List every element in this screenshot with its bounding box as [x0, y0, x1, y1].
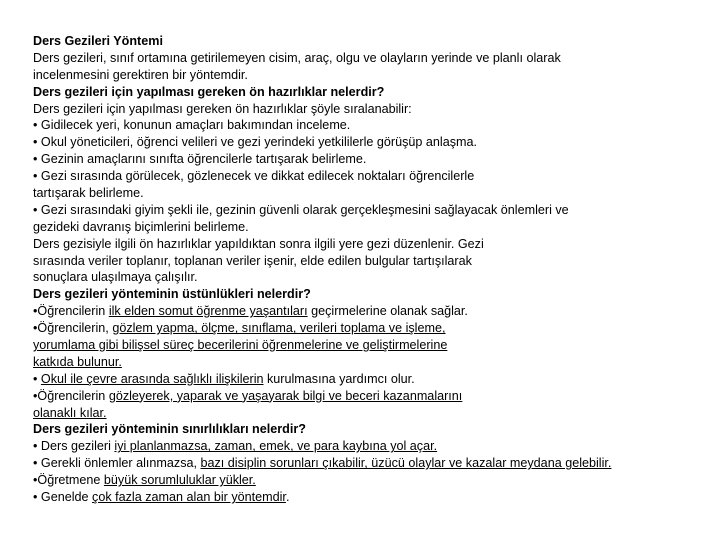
- limitation-item: [33, 472, 693, 489]
- advantages-heading: Ders gezileri yönteminin üstünlükleri nelerdir?: [33, 287, 311, 302]
- limitation-text: • Genelde: [33, 490, 93, 505]
- advantage-text: geçirmelerine olanak sağlar.: [307, 304, 468, 319]
- advantage-item: [33, 303, 693, 320]
- advantage-item: [33, 320, 693, 337]
- limitation-item: [33, 438, 693, 455]
- limitation-underlined: çok fazla zaman alan bir yöntemdir: [92, 490, 286, 505]
- prep-line: sırasında veriler toplanır, toplanan veriler işenir, elde edilen bulgular tartışılarak: [33, 253, 472, 268]
- advantage-item: [33, 371, 693, 388]
- limitation-text: • Gerekli önlemler alınmazsa,: [33, 456, 201, 471]
- intro-line: incelenmesini gerektiren bir yöntemdir.: [33, 67, 248, 82]
- limitations-heading: Ders gezileri yönteminin sınırlılıkları nelerdir?: [33, 422, 306, 437]
- prep-line: gezideki davranış biçimlerini belirleme.: [33, 219, 249, 234]
- limitation-text: .: [285, 490, 290, 505]
- advantage-text: •Öğrencilerin: [33, 388, 109, 403]
- advantage-underlined: olanaklı kılar.: [33, 405, 107, 420]
- limitation-item: [33, 455, 693, 472]
- limitation-underlined: iyi planlanmazsa, zaman, emek, ve para kaybına yol açar.: [114, 439, 438, 454]
- prep-line: • Gidilecek yeri, konunun amaçları bakımından inceleme.: [33, 118, 351, 133]
- advantage-underlined: gözlem yapma, ölçme, sınıflama, verileri toplama ve işleme,: [112, 321, 446, 336]
- advantage-item: [33, 337, 693, 354]
- advantage-underlined: katkıda bulunur.: [33, 354, 122, 369]
- advantage-underlined: yorumlama gibi bilişsel süreç becerilerini öğrenmelerine ve geliştirmelerine: [33, 338, 448, 353]
- intro-line: Ders gezileri, sınıf ortamına getirilemeyen cisim, araç, olgu ve olayların yerinde ve planlı olarak: [33, 50, 561, 65]
- prep-line: • Okul yöneticileri, öğrenci velileri ve gezi yerindeki yetkililerle görüşüp anlaşma.: [33, 135, 477, 150]
- prep-line: sonuçlara ulaşılmaya çalışılır.: [33, 270, 198, 285]
- limitation-underlined: bazı disiplin sorunları çıkabilir, üzücü olaylar ve kazalar meydana gelebilir.: [200, 456, 612, 471]
- advantage-item: [33, 388, 693, 405]
- advantage-item: [33, 405, 693, 422]
- advantage-underlined: gözleyerek, yaparak ve yaşayarak bilgi ve beceri kazanmalarını: [108, 388, 463, 403]
- advantage-underlined: ilk elden somut öğrenme yaşantıları: [108, 304, 308, 319]
- prep-heading: Ders gezileri için yapılması gereken ön hazırlıklar nelerdir?: [33, 84, 385, 99]
- prep-line: • Gezi sırasında görülecek, gözlenecek ve dikkat edilecek noktaları öğrencilerle: [33, 169, 475, 184]
- advantage-text: kurulmasına yardımcı olur.: [263, 371, 415, 386]
- limitation-text: • Ders gezileri: [33, 439, 115, 454]
- document-body: [33, 33, 693, 506]
- advantage-item: [33, 354, 693, 371]
- document-title: Ders Gezileri Yöntemi: [33, 34, 163, 48]
- advantage-underlined: Okul ile çevre arasında sağlıklı ilişkilerin: [40, 371, 264, 386]
- advantage-text: •Öğrencilerin: [33, 304, 109, 319]
- prep-line: • Gezinin amaçlarını sınıfta öğrencilerle tartışarak belirleme.: [33, 152, 367, 167]
- prep-line: tartışarak belirleme.: [33, 186, 144, 201]
- prep-line: Ders gezileri için yapılması gereken ön hazırlıklar şöyle sıralanabilir:: [33, 101, 412, 116]
- prep-line: Ders gezisiyle ilgili ön hazırlıklar yapıldıktan sonra ilgili yere gezi düzenlenir. Gezi: [33, 236, 484, 251]
- limitation-item: [33, 489, 693, 506]
- limitation-underlined: büyük sorumluluklar yükler.: [103, 473, 256, 488]
- advantage-text: •: [33, 371, 41, 386]
- limitation-text: •Öğretmene: [33, 473, 104, 488]
- advantage-text: •Öğrencilerin,: [33, 321, 113, 336]
- prep-line: • Gezi sırasındaki giyim şekli ile, gezinin güvenli olarak gerçekleşmesini sağlayacak önlemleri ve: [33, 202, 569, 217]
